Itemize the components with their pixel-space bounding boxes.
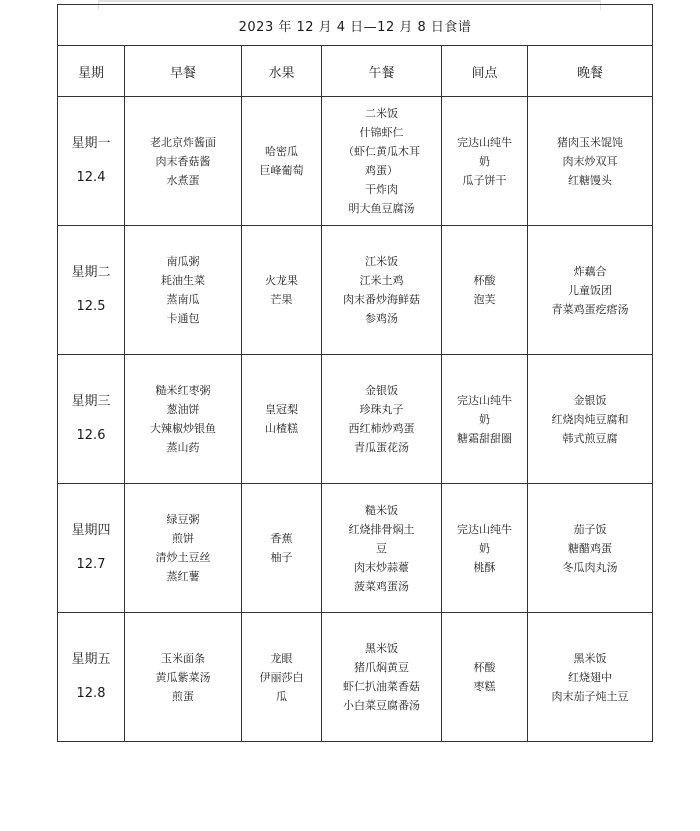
menu-item: 黄瓜紫菜汤 <box>155 670 211 684</box>
menu-item: 糙米饭 <box>365 503 398 517</box>
menu-item: 卡通包 <box>166 312 200 325</box>
menu-item: 伊丽莎白 <box>259 670 304 684</box>
day-row <box>58 226 653 355</box>
menu-item: 豆 <box>376 541 387 555</box>
menu-item: 冬瓜肉丸汤 <box>562 560 618 574</box>
header-snack: 间点 <box>442 46 528 97</box>
menu-item: 菠菜鸡蛋汤 <box>354 579 409 593</box>
snack-cell <box>442 97 528 226</box>
weekday-label: 星期二 <box>71 265 111 280</box>
menu-item: 江米饭 <box>365 255 398 268</box>
header-row <box>58 46 653 97</box>
weekday-label: 星期三 <box>71 394 111 409</box>
menu-item: 桃酥 <box>473 560 496 574</box>
snack-cell <box>442 613 528 742</box>
lunch-cell <box>322 97 442 226</box>
menu-item: 红烧肉炖豆腐和 <box>551 412 629 426</box>
date-label: 12.8 <box>76 686 106 701</box>
menu-item: 泡芙 <box>473 293 496 306</box>
menu-title: 2023 年 12 月 4 日—12 月 8 日食谱 <box>58 5 653 46</box>
menu-item: 完达山纯牛 <box>457 135 512 149</box>
breakfast-cell <box>125 613 242 742</box>
menu-item: 肉末炒蒜薹 <box>354 560 409 574</box>
weekday-cell <box>58 226 125 355</box>
dinner-cell <box>528 226 653 355</box>
menu-item: 肉末番炒海鲜菇 <box>343 293 420 306</box>
menu-item: 糖霜甜甜圈 <box>457 431 512 445</box>
menu-item: 韩式煎豆腐 <box>562 431 618 445</box>
menu-item: 青菜鸡蛋疙瘩汤 <box>551 302 629 316</box>
menu-item: 枣糕 <box>473 680 496 693</box>
menu-item: 奶 <box>479 412 490 426</box>
header-fruit: 水果 <box>242 46 322 97</box>
menu-item: 西红柿炒鸡蛋 <box>348 422 415 435</box>
menu-item: 奶 <box>479 154 490 168</box>
dinner-cell <box>528 97 653 226</box>
menu-item: 珍珠丸子 <box>359 403 404 416</box>
day-row <box>58 484 653 613</box>
menu-item: 肉末香菇酱 <box>155 154 211 168</box>
menu-item: 煎蛋 <box>172 689 194 703</box>
menu-item: 红烧翅中 <box>568 670 613 684</box>
menu-item: 杯酸 <box>473 661 496 674</box>
lunch-cell <box>322 613 442 742</box>
menu-item: 糙米红枣粥 <box>155 384 211 397</box>
menu-item: 清炒土豆丝 <box>155 551 211 564</box>
menu-item: 干炸肉 <box>365 183 398 196</box>
menu-item: 蒸南瓜 <box>166 293 200 306</box>
menu-item: 二米饭 <box>365 107 398 120</box>
weekday-label: 星期五 <box>71 652 111 667</box>
weekday-cell <box>58 355 125 484</box>
fruit-cell <box>242 613 322 742</box>
fruit-cell <box>242 355 322 484</box>
menu-item: 老北京炸酱面 <box>150 135 216 149</box>
menu-item: 红烧排骨焖土 <box>348 522 415 536</box>
menu-item: 鸡蛋） <box>365 164 398 177</box>
menu-item: 虾仁扒油菜香菇 <box>343 680 420 693</box>
menu-item: 明大鱼豆腐汤 <box>348 202 415 215</box>
snack-cell <box>442 226 528 355</box>
menu-item: 参鸡汤 <box>365 312 398 325</box>
menu-item: 完达山纯牛 <box>457 522 512 536</box>
menu-item: 儿童饭团 <box>568 283 613 297</box>
breakfast-cell <box>125 484 242 613</box>
menu-item: 茄子饭 <box>573 522 607 536</box>
menu-item: 蒸山药 <box>166 441 200 454</box>
menu-item: 柚子 <box>270 551 293 564</box>
menu-item: 奶 <box>479 541 490 555</box>
menu-item: 江米土鸡 <box>359 274 404 287</box>
menu-item: 黑米饭 <box>573 651 607 665</box>
breakfast-cell <box>125 355 242 484</box>
menu-item: 黑米饭 <box>365 642 398 655</box>
menu-item: 皇冠梨 <box>265 403 298 416</box>
date-label: 12.6 <box>76 428 106 443</box>
menu-item: 猪肉玉米馄饨 <box>557 135 624 149</box>
dinner-cell <box>528 484 653 613</box>
weekly-menu-table <box>57 4 653 742</box>
date-label: 12.5 <box>76 299 106 314</box>
weekday-cell <box>58 484 125 613</box>
menu-item: 水煮蛋 <box>166 173 200 187</box>
day-row <box>58 355 653 484</box>
menu-item: 什锦虾仁 <box>359 126 404 139</box>
menu-item: 哈密瓜 <box>265 145 298 158</box>
fruit-cell <box>242 484 322 613</box>
menu-item: 红糖馒头 <box>568 173 613 187</box>
menu-item: 完达山纯牛 <box>457 393 512 407</box>
menu-item: 金银饭 <box>573 393 607 407</box>
day-row <box>58 97 653 226</box>
date-label: 12.7 <box>76 557 106 572</box>
menu-item: （虾仁黄瓜木耳 <box>343 145 420 158</box>
breakfast-cell <box>125 97 242 226</box>
header-weekday: 星期 <box>58 46 125 97</box>
snack-cell <box>442 355 528 484</box>
menu-item: 猪爪焖黄豆 <box>354 661 409 674</box>
menu-item: 肉末茄子炖土豆 <box>551 689 629 703</box>
menu-item: 绿豆粥 <box>166 513 200 526</box>
header-dinner: 晚餐 <box>528 46 653 97</box>
dinner-cell <box>528 355 653 484</box>
breakfast-cell <box>125 226 242 355</box>
fruit-cell <box>242 226 322 355</box>
menu-item: 巨峰葡萄 <box>259 164 304 177</box>
menu-item: 玉米面条 <box>161 651 205 665</box>
lunch-cell <box>322 484 442 613</box>
menu-item: 炸藕合 <box>573 264 607 278</box>
snack-cell <box>442 484 528 613</box>
weekday-label: 星期一 <box>71 136 111 151</box>
fruit-cell <box>242 97 322 226</box>
menu-item: 南瓜粥 <box>166 255 200 268</box>
date-label: 12.4 <box>76 170 106 185</box>
menu-item: 青瓜蛋花汤 <box>354 441 409 454</box>
dinner-cell <box>528 613 653 742</box>
page-top-rule <box>98 0 601 2</box>
menu-item: 耗油生菜 <box>161 274 205 287</box>
weekday-label: 星期四 <box>71 523 111 538</box>
lunch-cell <box>322 355 442 484</box>
menu-item: 山楂糕 <box>265 422 298 435</box>
menu-item: 肉末炒双耳 <box>562 154 618 168</box>
menu-item: 大辣椒炒银鱼 <box>150 422 216 435</box>
header-lunch: 午餐 <box>322 46 442 97</box>
menu-item: 葱油饼 <box>166 403 200 416</box>
menu-item: 香蕉 <box>270 532 293 545</box>
menu-item: 芒果 <box>270 293 293 306</box>
menu-item: 蒸红薯 <box>166 570 200 583</box>
menu-item: 煎饼 <box>172 532 194 545</box>
weekday-cell <box>58 613 125 742</box>
menu-item: 火龙果 <box>265 274 298 287</box>
menu-item: 糖醋鸡蛋 <box>568 541 613 555</box>
menu-item: 龙眼 <box>270 651 293 665</box>
day-row <box>58 613 653 742</box>
menu-item: 小白菜豆腐番汤 <box>343 699 420 712</box>
menu-item: 金银饭 <box>365 384 398 397</box>
weekday-cell <box>58 97 125 226</box>
header-breakfast: 早餐 <box>125 46 242 97</box>
menu-item: 瓜子饼干 <box>462 173 507 187</box>
menu-item: 杯酸 <box>473 274 496 287</box>
menu-item: 瓜 <box>276 689 287 703</box>
lunch-cell <box>322 226 442 355</box>
